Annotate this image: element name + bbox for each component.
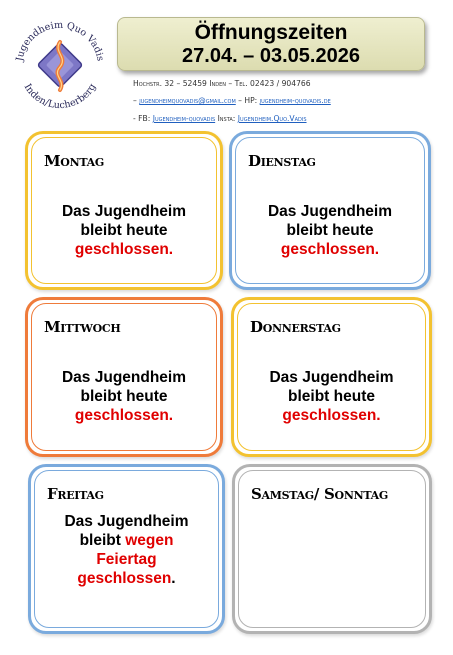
closed-status: geschlossen (77, 570, 172, 587)
facebook-link[interactable]: Jugendheim-quovadis (152, 114, 216, 123)
contact-address: Hochstr. 32 – 52459 Inden – Tel. 02423 / 904766 (133, 79, 311, 88)
day-card-dienstag (229, 131, 431, 290)
closed-status: geschlossen. (280, 241, 380, 258)
date-range: 27.04. – 03.05.2026 (182, 45, 360, 67)
page-title: Öffnungszeiten (194, 21, 348, 44)
homepage-link[interactable]: jugendheim-quovadis.de (259, 96, 331, 105)
closed-status: geschlossen. (282, 407, 381, 424)
day-title: Samstag/ Sonntag (251, 485, 388, 503)
instagram-link[interactable]: Jugendheim.Quo.Vadis (237, 114, 307, 123)
logo-text-bottom: Inden/Lucherberg (21, 81, 99, 112)
day-title: Montag (44, 152, 104, 170)
day-card-donnerstag (231, 297, 432, 457)
closed-status: geschlossen. (74, 407, 174, 424)
logo-text-top: Jugendheim Quo Vadis (14, 19, 106, 63)
day-title: Dienstag (248, 152, 316, 170)
contact-email-line: – jugendheimquovadis@gmail.com – HP: jugendheim-quovadis.de (133, 96, 331, 105)
day-title: Freitag (47, 485, 104, 503)
day-card-samstag-sonntag (232, 464, 432, 634)
day-card-mittwoch (25, 297, 223, 457)
closed-status: geschlossen. (74, 241, 174, 258)
day-title: Donnerstag (250, 318, 341, 336)
title-box (117, 17, 425, 71)
day-message: Das Jugendheim bleibt heute geschlossen. (28, 202, 220, 259)
day-message: Das Jugendheim bleibt heute geschlossen. (232, 202, 428, 259)
day-message: Das Jugendheim bleibt wegen Feiertag geschlossen. (64, 513, 189, 587)
day-message: Das Jugendheim bleibt heute geschlossen. (234, 368, 429, 425)
email-link[interactable]: jugendheimquovadis@gmail.com (139, 96, 236, 105)
day-card-montag (25, 131, 223, 290)
day-message: Das Jugendheim bleibt heute geschlossen. (28, 368, 220, 425)
day-card-freitag (28, 464, 225, 634)
day-title: Mittwoch (44, 318, 121, 336)
jugendheim-logo (8, 12, 112, 116)
contact-social-line: - FB: Jugendheim-quovadis Insta: Jugendheim.Quo.Vadis (133, 114, 307, 123)
